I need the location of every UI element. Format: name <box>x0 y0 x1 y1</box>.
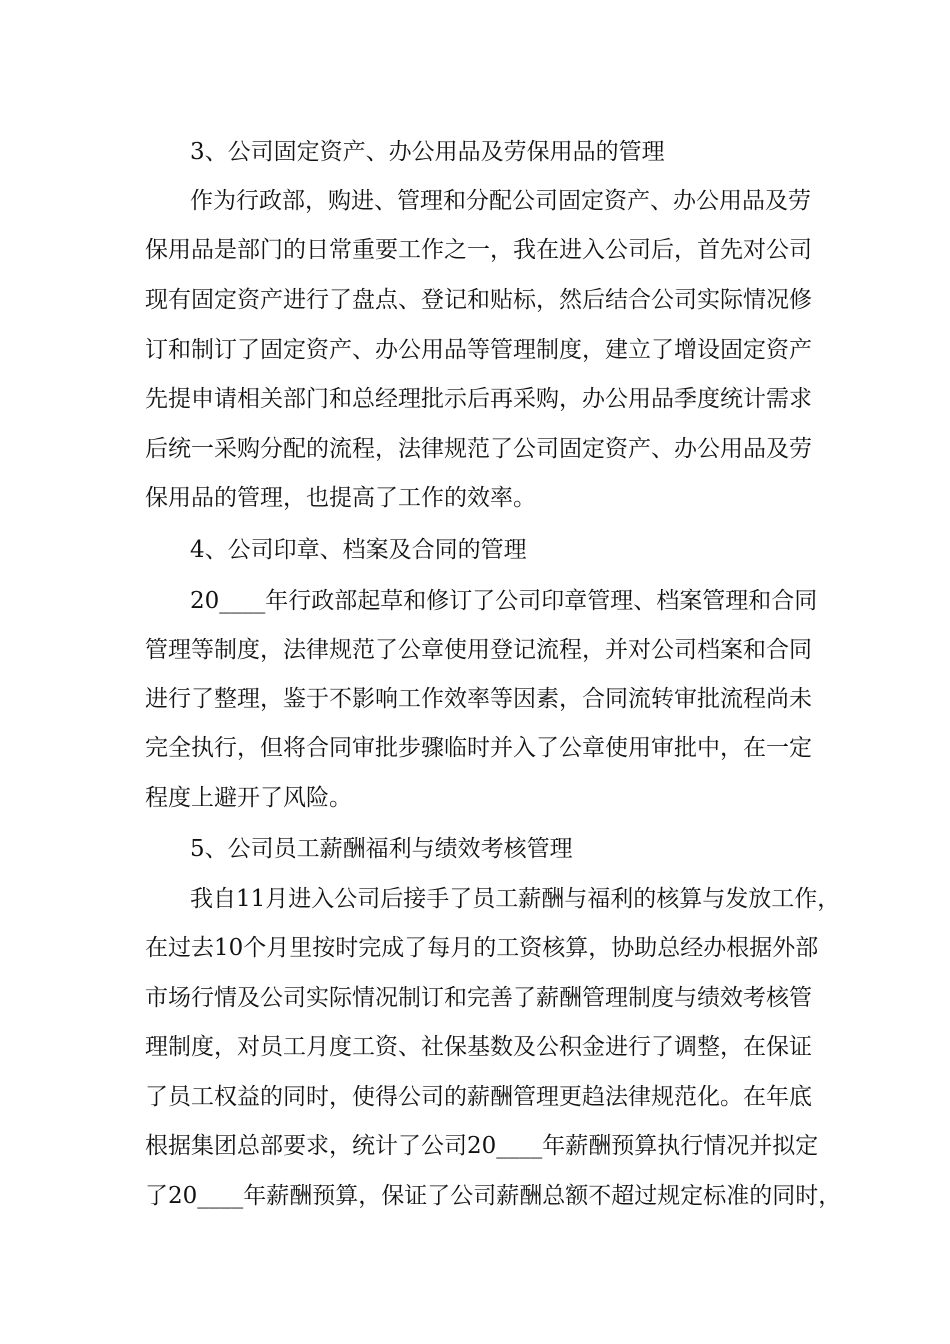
paragraph-line: 保用品的管理，也提高了工作的效率。 <box>145 485 536 511</box>
paragraph-line: 完全执行，但将合同审批步骤临时并入了公章使用审批中，在一定 <box>145 735 812 761</box>
paragraph-line: 程度上避开了风险。 <box>145 785 352 811</box>
paragraph-line: 了20____年薪酬预算，保证了公司薪酬总额不超过规定标准的同时， <box>145 1183 842 1209</box>
paragraph-line: 20____年行政部起草和修订了公司印章管理、档案管理和合同 <box>190 588 818 614</box>
paragraph-line: 管理等制度，法律规范了公章使用登记流程，并对公司档案和合同 <box>145 637 812 663</box>
section-heading: 3、公司固定资产、办公用品及劳保用品的管理 <box>190 139 665 165</box>
paragraph-line: 市场行情及公司实际情况制订和完善了薪酬管理制度与绩效考核管 <box>145 985 812 1011</box>
paragraph-line: 后统一采购分配的流程，法律规范了公司固定资产、办公用品及劳 <box>145 436 812 462</box>
paragraph-line: 我自11月进入公司后接手了员工薪酬与福利的核算与发放工作， <box>190 886 841 912</box>
paragraph-line: 在过去10个月里按时完成了每月的工资核算，协助总经办根据外部 <box>145 935 819 961</box>
paragraph-line: 理制度，对员工月度工资、社保基数及公积金进行了调整，在保证 <box>145 1034 812 1060</box>
paragraph-line: 作为行政部，购进、管理和分配公司固定资产、办公用品及劳 <box>190 188 811 214</box>
paragraph-line: 进行了整理，鉴于不影响工作效率等因素，合同流转审批流程尚未 <box>145 686 812 712</box>
paragraph-line: 了员工权益的同时，使得公司的薪酬管理更趋法律规范化。在年底 <box>145 1084 812 1110</box>
paragraph-line: 保用品是部门的日常重要工作之一，我在进入公司后，首先对公司 <box>145 237 812 263</box>
paragraph-line: 订和制订了固定资产、办公用品等管理制度，建立了增设固定资产 <box>145 337 812 363</box>
paragraph-line: 根据集团总部要求，统计了公司20____年薪酬预算执行情况并拟定 <box>145 1133 819 1159</box>
paragraph-line: 先提申请相关部门和总经理批示后再采购，办公用品季度统计需求 <box>145 386 812 412</box>
paragraph-line: 现有固定资产进行了盘点、登记和贴标，然后结合公司实际情况修 <box>145 287 812 313</box>
section-heading: 4、公司印章、档案及合同的管理 <box>190 537 527 563</box>
section-heading: 5、公司员工薪酬福利与绩效考核管理 <box>190 836 573 862</box>
